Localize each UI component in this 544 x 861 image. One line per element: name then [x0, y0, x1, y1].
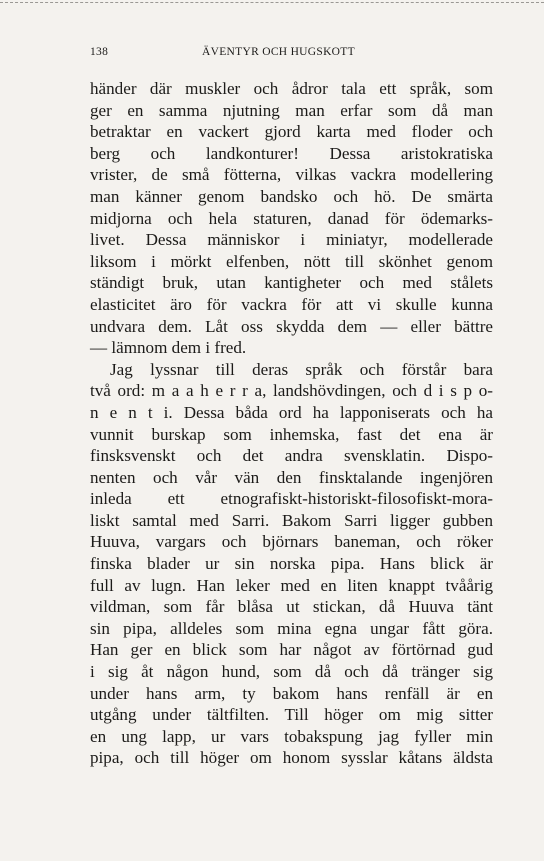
text-line: inleda ett etnografiskt-historiskt-filosofiskt-mora-: [90, 489, 493, 509]
text-line: under hans arm, ty bakom hans renfäll är en: [90, 683, 493, 703]
body-text: [90, 78, 493, 769]
text-line: Han ger en blick som har något av förtörnad gud: [90, 640, 493, 660]
text-line: Jag lyssnar till deras språk och förstår bara: [110, 359, 493, 379]
text-line: två ord: m a a h e r r a, landshövdingen, och d i s p o-: [90, 381, 493, 401]
page-edge-rule: [0, 2, 544, 3]
text-line: n e n t i. Dessa båda ord ha lapponiserats och ha: [90, 402, 493, 422]
text-line: pipa, och till höger om honom sysslar kåtans äldsta: [90, 748, 493, 768]
text-line: utgång under tältfilten. Till höger om mig sitter: [90, 705, 493, 725]
text-line: livet. Dessa människor i miniatyr, modellerade: [90, 230, 493, 250]
text-line: undvara dem. Låt oss skydda dem — eller bättre: [90, 316, 493, 336]
text-line: berg och landkonturer! Dessa aristokratiska: [90, 143, 493, 163]
text-line: sin pipa, alldeles som mina egna ungar fått göra.: [90, 618, 493, 638]
page-header: [90, 46, 444, 62]
text-line: finsksvenskt och det andra svensklatin. Dispo-: [90, 446, 493, 466]
text-line: vunnit burskap som inhemska, fast det ena är: [90, 424, 493, 444]
text-line: liksom i mörkt elfenben, nött till skönhet genom: [90, 251, 493, 271]
page-number: 138: [90, 46, 109, 58]
text-line: elasticitet äro för vackra för att vi skulle kunna: [90, 294, 493, 314]
text-line: — lämnom dem i fred.: [90, 338, 247, 358]
text-line: betraktar en vackert gjord karta med floder och: [90, 122, 493, 142]
text-line: vildman, som får blåsa ut stickan, då Huuva tänt: [90, 597, 493, 617]
text-line: full av lugn. Han leker med en liten knappt tvåårig: [90, 575, 493, 595]
text-line: händer där muskler och ådror tala ett språk, som: [90, 79, 493, 98]
text-line: ständigt bruk, utan kantigheter och med stålets: [90, 273, 493, 293]
text-line: ger en samma njutning man erfar som då man: [90, 100, 493, 120]
text-line: Huuva, vargars och björnars baneman, och röker: [90, 532, 493, 552]
text-line: en ung lapp, ur vars tobakspung jag fyller min: [90, 726, 493, 746]
text-line: midjorna och hela staturen, danad för ödemarks-: [90, 208, 493, 228]
text-line: liskt samtal med Sarri. Bakom Sarri ligger gubben: [90, 510, 493, 530]
running-head: ÄVENTYR OCH HUGSKOTT: [202, 46, 355, 58]
text-line: i sig åt någon hund, som då och då tränger sig: [90, 662, 493, 682]
text-line: man känner genom bandsko och hö. De smärta: [90, 186, 493, 206]
text-line: nenten och vår vän den finsktalande ingenjören: [90, 467, 493, 487]
text-line: vrister, de små fötterna, vilkas vackra modellering: [90, 165, 493, 185]
text-line: finska blader ur sin norska pipa. Hans blick är: [90, 554, 493, 574]
